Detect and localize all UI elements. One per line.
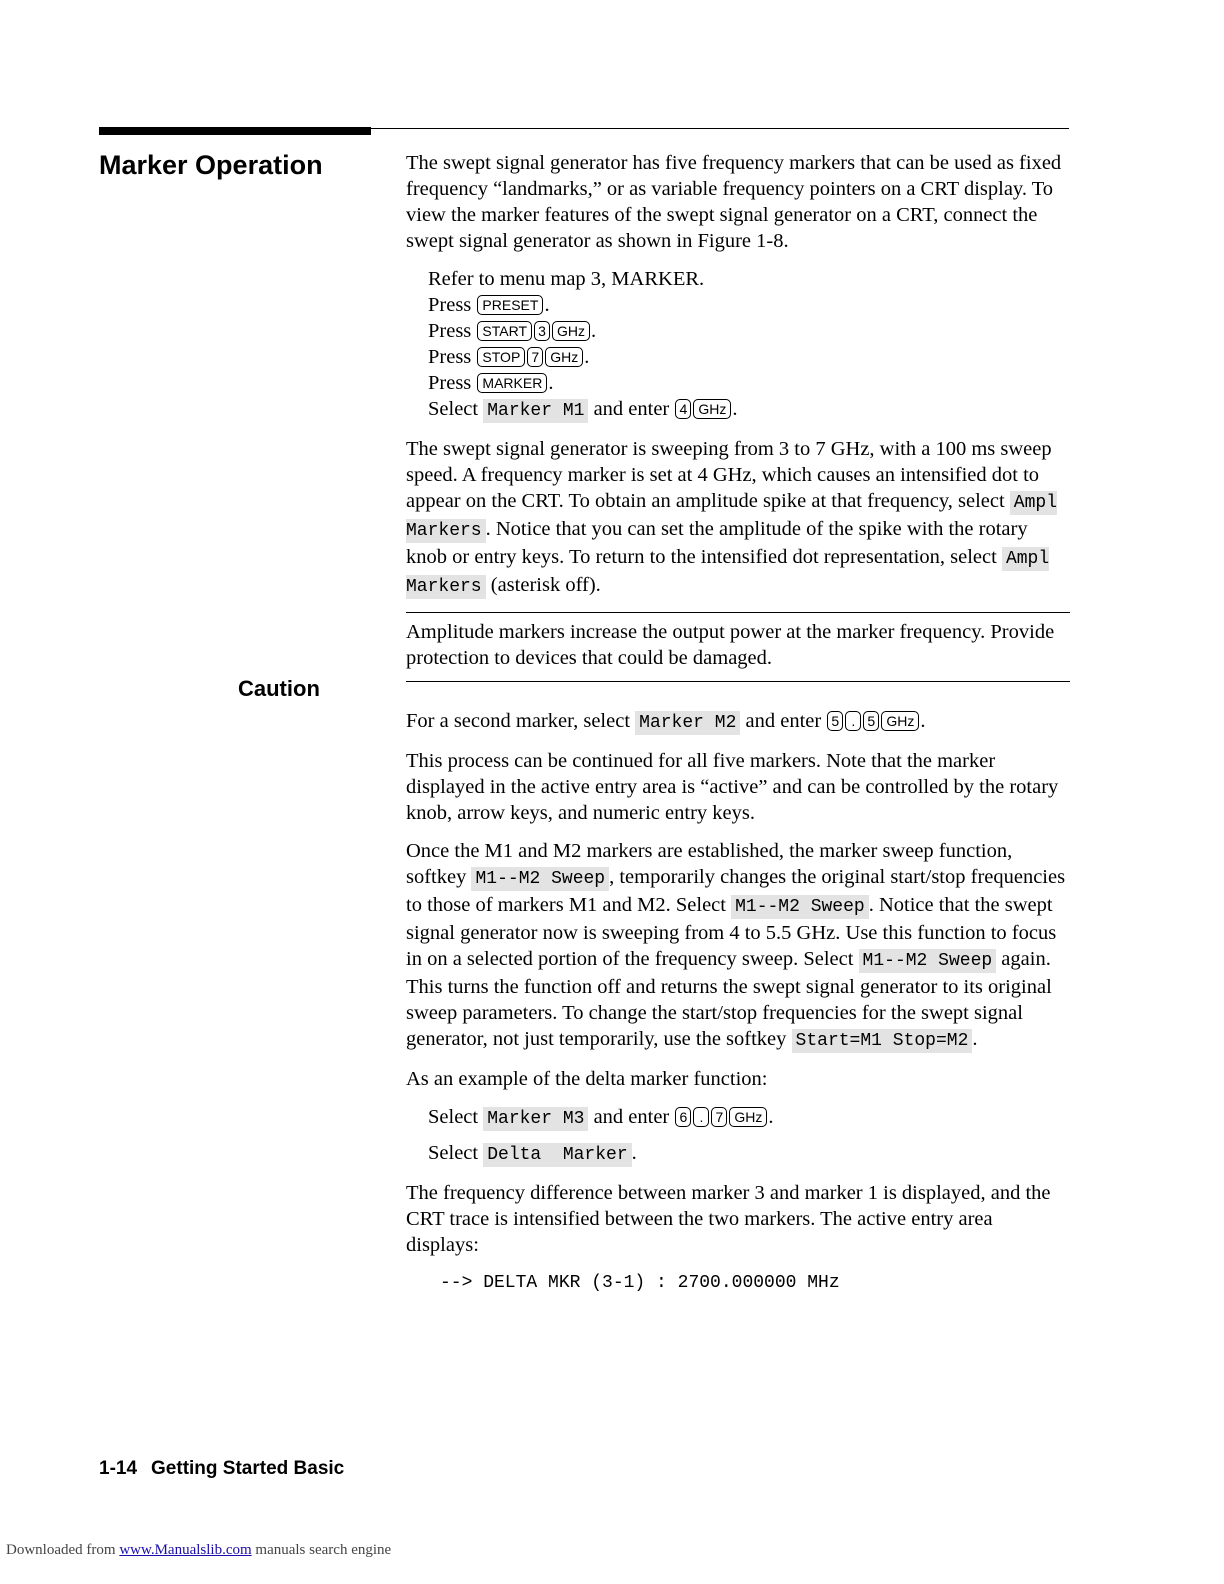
digit-7-key: 7	[711, 1107, 727, 1127]
digit-5-key: 5	[827, 711, 843, 731]
delta-intro-paragraph: As an example of the delta marker function:	[406, 1068, 768, 1090]
all-markers-paragraph: This process can be continued for all five markers. Note that the marker displayed in the active entry area is “active” and can be controlled by the rotary knob, arrow keys, and numeric entry keys.	[406, 750, 1059, 824]
download-banner: Downloaded from www.Manualslib.com manuals search engine	[6, 1542, 392, 1558]
step-select-m1: Select Marker M1 and enter 4 GHz .	[428, 398, 738, 421]
page-number: 1-14	[99, 1458, 138, 1479]
softkey-ampl-markers: Ampl Markers	[406, 549, 1050, 597]
softkey-m1-m2-sweep: M1--M2 Sweep	[471, 867, 609, 891]
softkey-ampl-markers: Ampl Markers	[406, 493, 1058, 541]
digit-4-key: 4	[675, 399, 691, 419]
sweep-paragraph: The swept signal generator is sweeping from 3 to 7 GHz, with a 100 ms sweep speed. A frequency marker is set at 4 GHz, which causes an intensified dot to appear on the CRT. To obtain an amplitude spike at that frequency, select Ampl Markers . Notice that you can set the amplitude of the spike with the rotary knob or entry keys. To return to the intensified dot representation, select Ampl Markers (asterisk off).	[406, 438, 1058, 597]
caution-text: Amplitude markers increase the output power at the marker frequency. Provide protection to devices that could be damaged.	[406, 621, 1055, 669]
ghz-key: GHz	[693, 399, 731, 419]
ghz-key: GHz	[552, 321, 590, 341]
step-select-delta: Select Delta Marker .	[428, 1142, 637, 1165]
digit-7-key: 7	[527, 347, 543, 367]
marker-sweep-paragraph: Once the M1 and M2 markers are established, the marker sweep function, softkey M1--M2 Sweep , temporarily changes the original start/stop frequencies to those of markers M1 and M2. Select M1--M2 Sweep . Notice that the swept signal generator now is sweeping from 4 to 5.5 GHz. Use this function to focus in on a selected portion of the frequency sweep. Select M1--M2 Sweep again. This turns the function off and returns the swept signal generator to its original sweep parameters. To change the start/stop frequencies for the swept signal generator, not just temporarily, use the softkey Start=M1 Stop=M2 .	[406, 840, 1066, 1051]
softkey-delta-marker: Delta Marker	[483, 1143, 631, 1167]
decimal-key: .	[693, 1107, 709, 1127]
intro-paragraph: The swept signal generator has five frequency markers that can be used as fixed frequency “landmarks,” or as variable frequency pointers on a CRT display. To view the marker features of the swept signal generator on a CRT, connect the swept signal generator as shown in Figure 1-8.	[406, 152, 1062, 252]
softkey-marker-m2: Marker M2	[635, 711, 740, 735]
procedure-steps-2	[428, 1104, 1070, 1168]
start-key: START	[477, 321, 532, 341]
procedure-steps-1	[428, 266, 1070, 424]
softkey-start-stop: Start=M1 Stop=M2	[792, 1029, 973, 1053]
caution-box	[406, 612, 1070, 682]
section-heading: Marker Operation	[99, 150, 323, 180]
softkey-marker-m1: Marker M1	[483, 399, 588, 423]
active-entry-display: --> DELTA MKR (3-1) : 2700.000000 MHz	[440, 1273, 840, 1293]
digit-6-key: 6	[675, 1107, 691, 1127]
softkey-m1-m2-sweep: M1--M2 Sweep	[859, 949, 997, 973]
ghz-key: GHz	[545, 347, 583, 367]
step-press-start: Press START 3 GHz .	[428, 320, 597, 342]
marker-key: MARKER	[477, 373, 547, 393]
ghz-key: GHz	[729, 1107, 767, 1127]
page-footer	[99, 1458, 344, 1480]
stop-key: STOP	[477, 347, 525, 367]
step-select-m3: Select Marker M3 and enter 6 . 7 GHz .	[428, 1106, 774, 1129]
softkey-marker-m3: Marker M3	[483, 1107, 588, 1131]
header-thin-rule	[99, 128, 1069, 129]
caution-label: Caution	[238, 676, 320, 701]
second-marker-paragraph: For a second marker, select Marker M2 and enter 5 . 5 GHz .	[406, 710, 926, 733]
footer-title: Getting Started Basic	[151, 1458, 345, 1479]
step-press-preset: Press PRESET .	[428, 294, 550, 316]
step-refer: Refer to menu map 3, MARKER.	[428, 268, 705, 290]
step-press-stop: Press STOP 7 GHz .	[428, 346, 590, 368]
ghz-key: GHz	[881, 711, 919, 731]
preset-key: PRESET	[477, 295, 543, 315]
digit-5-key: 5	[863, 711, 879, 731]
manualslib-link[interactable]: www.Manualslib.com	[119, 1542, 252, 1558]
delta-result-paragraph: The frequency difference between marker 3 and marker 1 is displayed, and the CRT trace is intensified between the two markers. The active entry area displays:	[406, 1182, 1051, 1256]
digit-3-key: 3	[534, 321, 550, 341]
decimal-key: .	[845, 711, 861, 731]
body-column	[406, 150, 1070, 1296]
step-press-marker: Press MARKER .	[428, 372, 554, 394]
softkey-m1-m2-sweep: M1--M2 Sweep	[731, 895, 869, 919]
